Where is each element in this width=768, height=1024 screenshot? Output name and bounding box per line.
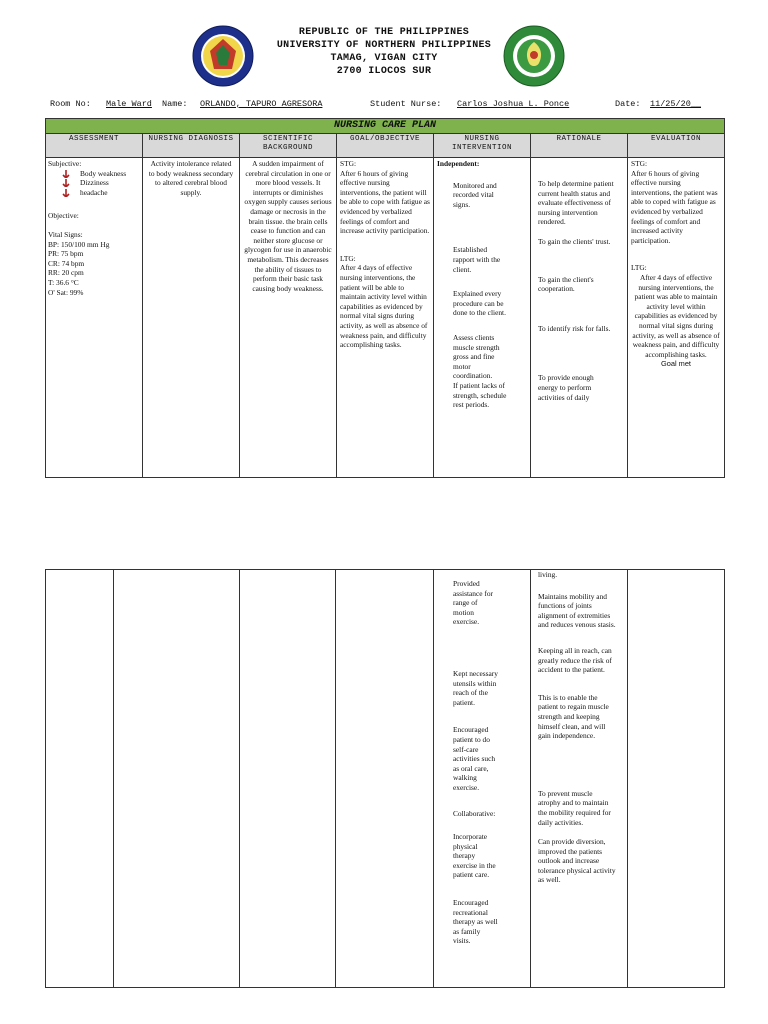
header-evaluation: EVALUATION [628,134,725,158]
evaluation-cell [628,158,725,478]
rationale-item: To prevent muscle atrophy and to maintain the mobility required for daily activities. [538,788,611,827]
header-scientific-background: SCIENTIFIC BACKGROUND [240,134,337,158]
intervention-item: Incorporate physical therapy exercise in the patient care. [453,832,496,880]
goal-stg-label: STG: [340,159,357,168]
header-nursing-intervention: NURSING INTERVENTION [434,134,531,158]
goal-ltg-label: LTG: [340,253,356,263]
diagnosis-cell-continued [114,570,240,988]
eval-result: Goal met [661,359,691,369]
subjective-label: Subjective: [48,159,82,168]
vital-o2-sat: O' Sat: 99% [48,287,84,297]
rationale-item: Can provide diversion, improved the patients outlook and increase tolerance physical activity as well. [538,837,616,885]
eval-ltg-text: After 4 days of effective nursing interventions, the patient was able to maintain activity level within capabilities as evidenced by normal vital signs during activity, as well as absence of weakness pain, and difficulty accomplishing tasks. [632,272,720,359]
collaborative-label: Collaborative: [453,808,496,818]
independent-label: Independent: [437,159,480,168]
assessment-cell-continued [46,570,114,988]
arrow-bullet-icon [62,189,70,197]
rationale-item: To provide enough energy to perform activities of daily [538,373,594,402]
rationale-item: living. [538,570,558,579]
goal-stg-text: After 6 hours of giving effective nursing interventions, the patient will be able to cope with fatigue as evidenced by verbalized feelings of comfort and increase activity participation. [340,168,430,236]
rationale-item: Keeping all in reach, can greatly reduce the risk of accident to the patient. [538,645,612,675]
background-text: A sudden impairment of cerebral circulation in one or more blood vessels. It interrupts or diminishes oxygen supply causes serious damage or necrosis in the brain tissue. the brain cells cease to function and can neither store glucose or glycogen for use in anaerobic metabolism. This decreases the ability of tissues to perform their basic task causing body weakness. [244,159,332,293]
date-value: 11/25/20__ [650,99,702,109]
nursing-care-plan-continued-table [45,569,725,988]
arrow-bullet-icon [62,170,70,178]
nursing-intervention-cell [434,158,531,478]
intervention-item: If patient lacks of strength, schedule rest periods. [453,380,507,410]
rationale-item: To gain the client's cooperation. [538,274,594,294]
nursing-diagnosis-cell [143,158,240,478]
header-line-2: UNIVERSITY OF NORTHERN PHILIPPINES [276,40,492,51]
rationale-item: To identify risk for falls. [538,323,611,333]
room-value: Male Ward [106,99,152,109]
intervention-item: Assess clients muscle strength gross and fine motor coordination. [453,332,500,381]
intervention-item: Kept necessary utensils within reach of the patient. [453,668,498,707]
vital-cr: CR: 74 bpm [48,258,85,268]
scientific-background-cell [240,158,337,478]
intervention-cell-continued [434,570,531,988]
eval-ltg-label: LTG: [631,263,647,273]
header-goal-objective: GOAL/OBJECTIVE [337,134,434,158]
header-assessment: ASSESSMENT [46,134,143,158]
patient-name: ORLANDO, TAPURO AGRESORA [200,99,323,109]
symptom-item: Body weakness [62,169,140,179]
background-cell-continued [240,570,336,988]
vital-rr: RR: 20 cpm [48,268,84,278]
rationale-item: This is to enable the patient to regain muscle strength and keeping himself clean, and will gain independence. [538,692,609,741]
nursing-care-plan-table [45,118,725,478]
header-line-4: 2700 ILOCOS SUR [336,66,432,77]
diagnosis-text: Activity intolerance related to body weakness secondary to altered cerebral blood supply. [148,159,234,197]
eval-stg-label: STG: [631,159,648,168]
name-label: Name: [162,99,188,109]
arrow-bullet-icon [62,179,70,187]
symptom-item: headache [62,188,140,198]
vital-signs-label: Vital Signs: [48,229,83,239]
rationale-item: To help determine patient current health status and evaluate effectiveness of nursing intervention rendered. [538,179,614,227]
intervention-item: Established rapport with the client. [453,245,501,274]
student-nurse-value: Carlos Joshua L. Ponce [457,99,570,109]
room-label: Room No: [50,99,91,109]
header-rationale: RATIONALE [531,134,628,158]
symptom-list [48,169,140,198]
assessment-cell [46,158,143,478]
vital-pr: PR: 75 bpm [48,249,84,259]
table-title: NURSING CARE PLAN [46,119,725,134]
header-nursing-diagnosis: NURSING DIAGNOSIS [143,134,240,158]
intervention-item: Encouraged recreational therapy as well as family visits. [453,898,498,946]
rationale-item: To gain the clients' trust. [538,236,611,246]
evaluation-cell-continued [628,570,725,988]
intervention-item: Monitored and recorded vital signs. [453,180,497,209]
eval-stg-text: After 6 hours of giving effective nursing interventions, the patient was able to coped with fatigue as evidenced by verbalized feelings of comfort and increased activity participation. [631,168,718,245]
rationale-item: Maintains mobility and functions of joints alignment of extremities and reduces venous stasis. [538,591,616,630]
intervention-item: Explained every procedure can be done to the client. [453,289,506,318]
goal-cell-continued [336,570,434,988]
date-label: Date: [615,99,641,109]
intervention-item: Encouraged patient to do self-care activities such as oral care, walking exercise. [453,725,496,792]
symptom-item: Dizziness [62,178,140,188]
intervention-item: Provided assistance for range of motion exercise. [453,579,494,627]
student-nurse-label: Student Nurse: [370,99,442,109]
vital-temp: T: 36.6 °C [48,277,79,287]
goal-objective-cell [337,158,434,478]
goal-ltg-text: After 4 days of effective nursing interventions, the patient will be able to maintain activity level within capabilities as evidenced by normal vital signs during activity, as well as absence of weakness pain, and difficulty accomplishing tasks. [340,263,428,350]
header-line-3: TAMAG, VIGAN CITY [330,53,438,64]
vital-bp: BP: 150/100 mm Hg [48,239,110,249]
header-line-1: REPUBLIC OF THE PHILIPPINES [298,27,470,38]
objective-label: Objective: [48,211,79,221]
rationale-cell [531,158,628,478]
rationale-cell-continued [531,570,628,988]
